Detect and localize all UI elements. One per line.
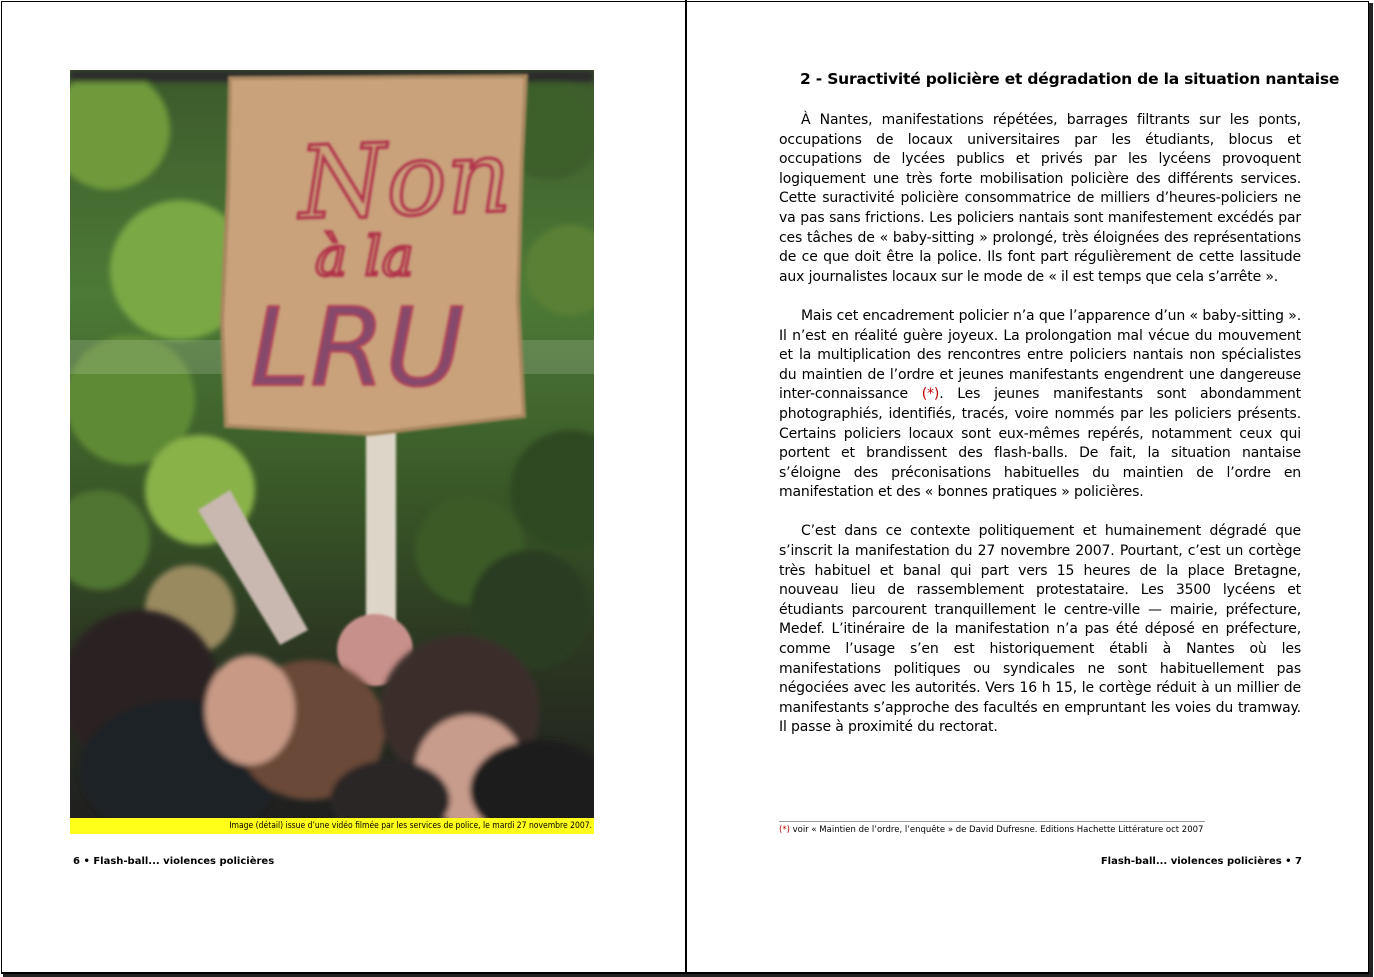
photo-caption: Image (détail) issue d’une vidéo filmée par les services de police, le mardi 27 novembre 2007. xyxy=(70,818,594,834)
protest-photo xyxy=(70,70,594,818)
footnote-marker-link[interactable]: (*) xyxy=(921,386,940,403)
paragraph-2 xyxy=(779,307,1301,503)
paragraph-2-text-after: . Les jeunes manifestants sont abondamment photographiés, identifiés, tracés, voire nommés par les policiers présents. Certains policiers locaux sont eux-mêmes repérés, notamment ceux qui portent et brandissent des flash-balls. De fait, la situation nantaise s’éloigne des préconisations habituelles du maintien de l’ordre en manifestation et des « bonnes pratiques » policières. xyxy=(779,386,1301,501)
sign-text-line2: à la xyxy=(315,225,414,288)
sign-text-line1: Non xyxy=(296,117,513,242)
paragraph-2-text-before: Mais cet encadrement policier n’a que l’apparence d’un « baby-sitting ». Il n’est en réalité guère joyeux. La prolongation mal vécue du mouvement et la multiplication des rencontres entre policiers nantais non spécialistes du maintien de l’ordre et jeunes manifestants engendrent une dangereuse inter-connaissance xyxy=(779,307,1301,403)
footnote-text: voir « Maintien de l’ordre, l’enquête » de David Dufresne. Editions Hachette Littérature oct 2007 xyxy=(789,825,1204,835)
sign-text-line3: LRU xyxy=(250,286,465,411)
section-title: 2 - Suractivité policière et dégradation de la situation nantaise xyxy=(800,70,1340,88)
footnote-divider xyxy=(779,821,1205,822)
page-shadow xyxy=(1369,3,1373,975)
body-text xyxy=(779,111,1301,758)
footnote xyxy=(779,825,1299,835)
page-number-right: Flash-ball... violences policières • 7 xyxy=(1100,856,1302,867)
protest-photo-illustration xyxy=(70,70,594,818)
paragraph-1: À Nantes, manifestations répétées, barrages filtrants sur les ponts, occupations de locaux universitaires par les étudiants, blocus et occupations de lycées publics et privés par les lycéens provoquent logiquement une très forte mobilisation policière des différents services. Cette suractivité policière consommatrice de milliers d’heures-policiers ne va pas sans frictions. Les policiers nantais sont manifestement excédés par ces tâches de « baby-sitting » prolongé, très éloignées des représentations de ce que doit être la police. Ils font part régulièrement de cette lassitude aux journalistes locaux sur le mode de « il est temps que cela s’arrête ». xyxy=(779,112,1301,285)
paragraph-3: C’est dans ce contexte politiquement et humainement dégradé que s’inscrit la manifestation du 27 novembre 2007. Pourtant, c’est un cortège très habituel et banal qui part vers 15 heures de la place Bretagne, nouveau lieu de rassemblement protestataire. Les 3500 lycéens et étudiants parcourent tranquillement le centre-ville — mairie, préfecture, Medef. L’itinéraire de la manifestation n’a pas été déposé en préfecture, comme l’usage s’en est historiquement établi à Nantes où les manifestations politiques ou syndicales ne sont habituellement pas négociées avec les autorités. Vers 16 h 15, le cortège réduit à un millier de manifestants s’approche des facultés en empruntant les voies du tramway. Il passe à proximité du rectorat. xyxy=(779,523,1301,736)
footnote-marker: (*) xyxy=(779,825,790,835)
page-number-left: 6 • Flash-ball... violences policières xyxy=(73,856,275,867)
